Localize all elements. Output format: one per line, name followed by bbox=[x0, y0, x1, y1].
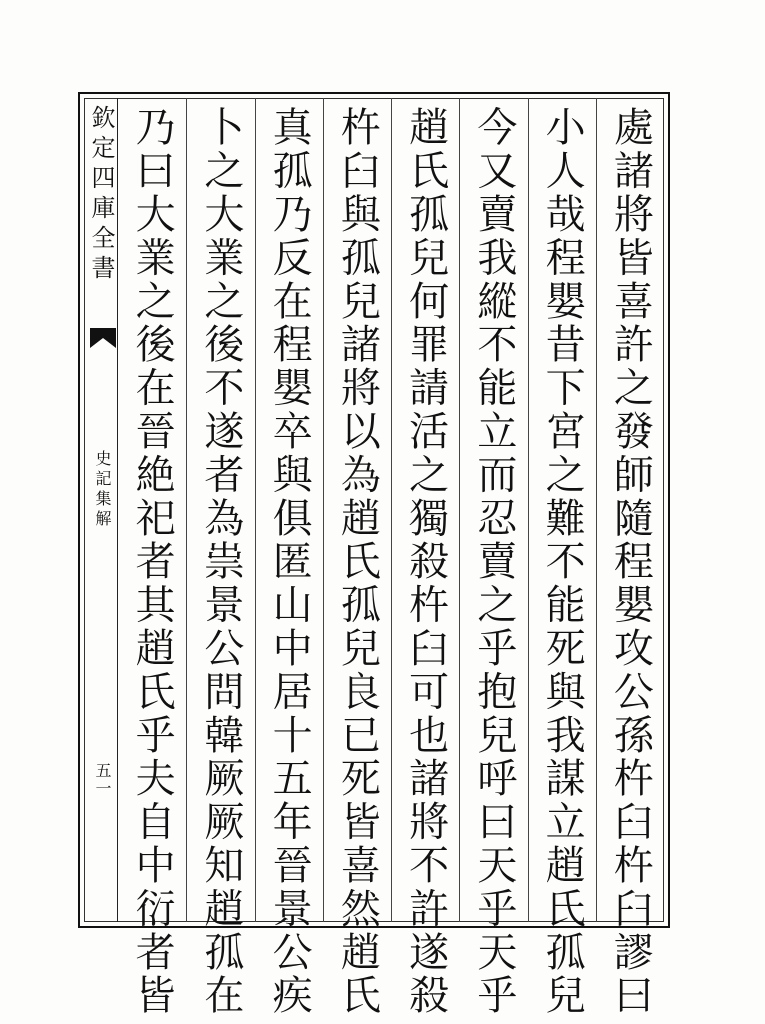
text-column bbox=[118, 98, 186, 1018]
text-column bbox=[323, 98, 391, 1018]
text-column bbox=[186, 98, 254, 1018]
text-column bbox=[459, 98, 527, 1018]
margin-book-title: 史記集解 bbox=[93, 450, 112, 530]
column-text: 乃曰大業之後在晉絶祀者其趙氏乎夫自中衍者皆 bbox=[129, 106, 176, 1018]
column-text: 真孤乃反在程嬰卒與俱匿山中居十五年晉景公疾 bbox=[266, 106, 313, 1018]
text-column bbox=[596, 98, 664, 1018]
text-column bbox=[255, 98, 323, 1018]
text-column bbox=[528, 98, 596, 1018]
text-column bbox=[391, 98, 459, 1018]
column-text: 處諸將皆喜許之發師隨程嬰攻公孫杵臼杵臼謬曰 bbox=[607, 106, 654, 1018]
column-text: 今又賣我縱不能立而忍賣之乎抱兒呼曰天乎天乎 bbox=[470, 106, 517, 1018]
margin-page-number: 五一 bbox=[93, 762, 112, 798]
column-text: 卜之大業之後不遂者為祟景公問韓厥厥知趙孤在 bbox=[197, 106, 244, 1018]
fishtail-mark-icon bbox=[90, 328, 116, 348]
margin-collection-title: 欽定四庫全書 bbox=[87, 105, 115, 285]
column-text: 小人哉程嬰昔下宮之難不能死與我謀立趙氏孤兒 bbox=[539, 106, 586, 1018]
column-text: 趙氏孤兒何罪請活之獨殺杵臼可也諸將不許遂殺 bbox=[402, 106, 449, 1018]
text-columns bbox=[118, 98, 664, 1018]
column-text: 杵臼與孤兒諸將以為趙氏孤兒良已死皆喜然趙氏 bbox=[334, 106, 381, 1018]
